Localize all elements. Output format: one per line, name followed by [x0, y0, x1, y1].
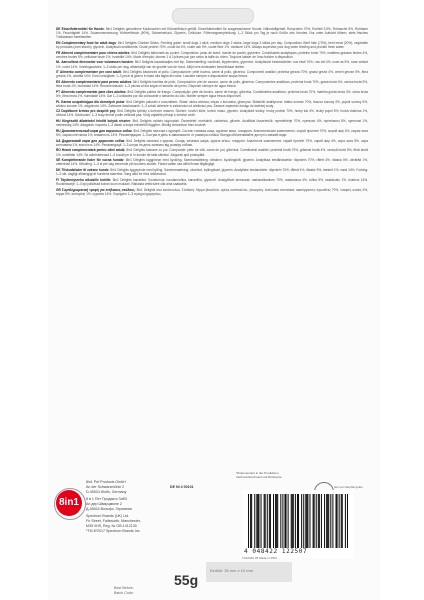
paragraph-lang-code: ES [56, 80, 61, 84]
barcode-bar [307, 494, 308, 548]
barcode-bar [314, 494, 315, 548]
paragraph-label: Aliment complémentaire pour chiens adultes [61, 50, 130, 55]
paragraph-label: Karma uzupełniająca dla dorosłych psów [61, 99, 125, 104]
paragraph-lang-code: RU [56, 128, 61, 133]
paragraph-lang-code: PT [56, 89, 61, 94]
net-weight: 55g [174, 572, 199, 588]
paragraph-lang-code: FI [56, 177, 59, 182]
recycle-text: Gut von Sie Recyclen [334, 485, 363, 489]
label-bottom-section [56, 424, 368, 594]
barcode-bar [275, 494, 276, 548]
paragraph-label: Alimento complementar para cães adultos [61, 89, 126, 94]
paragraph-label: Дополнительный корм для взрослых собак [61, 128, 132, 133]
barcode-bar [318, 494, 319, 548]
barcode-bar [313, 494, 314, 548]
paragraph-text: 8in1 Delights barritas de pollo. Composición: piel de vacuno, carne de pollo, glicerina. Componentes analíticos: proteína bruta 70%, grasa bruta 4%, ceniza bruta 5%, fibra bruta 1%, humedad 14%. Recomendación: 1–3 piezas al día según el tamaño del perro. Disponer siempre de agua fresca. [56, 80, 368, 89]
barcode-bar [276, 494, 277, 548]
barcode-bar [264, 494, 265, 548]
paragraph-lang-code: DK [56, 168, 61, 173]
ingredient-paragraph: NL Aanvullend diervoeder voor volwassen honden: 8in1 Delights kauwstaafjes met kip. Samenstelling: rundhuid, kippenvlees, glycerine. Analytische bestanddelen: ruw eiwit 70%, ruw vet 4%, ruwe as 5%, ruwe celstof 1%, vocht 14%. Voedingsadvies: 1–3 stuks per dag, afhankelijk van de grootte van de hond. Altijd vers drinkwater beschikbaar stellen. [56, 60, 368, 69]
paragraph-label: Hrană complementară pentru câini adulți [61, 148, 125, 153]
barcode-bar [336, 494, 337, 548]
paragraph-label: Додатковий корм для дорослих собак [61, 138, 125, 143]
best-before-block [114, 586, 134, 595]
paragraph-label: Alimento complementario para perros adultos [61, 80, 132, 84]
barcode-bar [267, 494, 268, 548]
paragraph-text: 8in1 Delights palitos de frango. Composição: pele de bovino, carne de frango, glicerina. Constituintes analíticos: proteína bruta 70%, matéria gorda bruta 4%, cinza bruta 5%, fibra bruta 1%, humidade 14%. Dar 1–3 unidades por dia consoante o tamanho do cão. Manter sempre água fresca disponível. [56, 89, 368, 98]
barcode-bars [248, 494, 348, 548]
ingredients-text-column [56, 27, 368, 422]
paragraph-text: 8in1 Delights paluszki z kurczakiem. Skład: skóra wołowa, mięso z kurczaka, gliceryna. Składniki analityczne: białko surowe 70%, tłuszcz surowy 4%, popiół surowy 5%, włókno surowe 1%, wilgotność 14%. Zalecane dawkowanie: 1–3 sztuki dziennie w zależności od wielkości psa. Zawsze zapewnić dostęp do świeżej wody. [56, 99, 368, 108]
paragraph-lang-code: IT [56, 70, 59, 75]
barcode-bar [345, 494, 346, 548]
barcode [242, 490, 354, 558]
barcode-bar [293, 494, 294, 548]
paragraph-text: 8in1 Delights batoane cu pui. Compoziție: piele de vită, carne de pui, glicerină. Constituenți analitici: proteină brută 70%, grăsime brută 4%, cenușă brută 5%, fibră brută 1%, umiditate 14%. Se administrează 1–3 bucăți pe zi în funcție de talia câinelui. Asigurați apă proaspătă. [56, 148, 368, 157]
barcode-bar [324, 494, 325, 548]
barcode-bar [286, 494, 287, 548]
paragraph-lang-code: FR [56, 50, 61, 55]
paragraph-text: 8in1 Delights палочки с курицей. Состав: говяжья кожа, куриное мясо, глицерин. Аналитические компоненты: сырой протеин 70%, сырой жир 4%, сырая зола 5%, сырая клетчатка 1%, влажность 14%. Рекомендации: 1–3 штуки в день в зависимости от размера собаки. Всегда обеспечивайте доступ к свежей воде. [56, 128, 368, 137]
barcode-bar [328, 494, 329, 548]
ingredient-paragraph: DK Tilskudsfoder til voksne hunde: 8in1 Delights tyggepinde med kylling. Sammensætning: oksehud, kyllingekød, glycerin. Analytiske bestanddele: råprotein 70%, råfedt 4%, råaske 5%, træstof 1%, vand 14%. Fodring: 1–3 stk. dagligt afhængigt af hundens størrelse. Sørg altid for frisk drikkevand. [56, 168, 368, 177]
paragraph-lang-code: RO [56, 148, 61, 153]
ingredient-paragraph: PL Karma uzupełniająca dla dorosłych psów: 8in1 Delights paluszki z kurczakiem. Skład: skóra wołowa, mięso z kurczaka, gliceryna. Składniki analityczne: białko surowe 70%, tłuszcz surowy 4%, popiół surowy 5%, włókno surowe 1%, wilgotność 14%. Zalecane dawkowanie: 1–3 sztuki dziennie w zależności od wielkości psa. Zawsze zapewnić dostęp do świeżej wody. [56, 99, 368, 108]
barcode-bar [273, 494, 274, 548]
paragraph-label: Kompletterande foder för vuxna hundar [61, 158, 124, 163]
paragraph-label: Συμπληρωματική τροφή για ενήλικους σκύλους [61, 187, 135, 192]
registration-number: DE NI 4 00101 [170, 485, 194, 489]
barcode-bar [339, 494, 340, 548]
ingredient-paragraph: ES Alimento complementario para perros adultos: 8in1 Delights barritas de pollo. Composición: piel de vacuno, carne de pollo, glicerina. Componentes analíticos: proteína bruta 70%, grasa bruta 4%, ceniza bruta 5%, fibra bruta 1%, humedad 14%. Recomendación: 1–3 piezas al día según el tamaño del perro. Disponer siempre de agua fresca. [56, 80, 368, 89]
barcode-bar [269, 494, 270, 548]
lot-label: Einfüllt: 35 mm x 10 mm [210, 568, 253, 573]
paragraph-label: Täydennysrehu aikuisille koirille [60, 177, 111, 182]
paragraph-label: Kiegészítő állateledel felnőtt kutyák részére [62, 119, 131, 124]
importer-address-1: Fir Street, Failsworth, Manchester, [86, 519, 141, 523]
barcode-bar [337, 494, 338, 548]
barcode-bar [298, 494, 299, 548]
paragraph-lang-code: HU [56, 119, 61, 124]
paragraph-label: Complementary food for adult dogs [61, 40, 117, 45]
barcode-bar [250, 494, 251, 548]
paragraph-label: Einzelfuttermittel für Hunde [61, 27, 104, 31]
ingredient-paragraph: GR Συμπληρωματική τροφή για ενήλικους σκύλους: 8in1 Delights στικ κοτόπουλου. Σύνθεση: δέρμα βοοειδών, κρέας κοτόπουλου, γλυκερίνη. Αναλυτικά συστατικά: ακατέργαστες πρωτεΐνες 70%, λιπαρές ουσίες 4%, τέφρα 5%, κυτταρίνη 1%, υγρασία 14%. Χορηγείτε 1–3 τεμάχια ημερησίως. [56, 187, 368, 196]
barcode-bar [288, 494, 289, 548]
paragraph-label: Aanvullend diervoeder voor volwassen honden [61, 60, 133, 65]
barcode-bar [319, 494, 320, 548]
paragraph-text: 8in1 Delights kanatikut. Koostumus: naudannahka, kananliha, glyseroli. Analyyttiset ainesosat: raakavalkuainen 70%, raakarasva 4%, tuhka 5%, raakakuitu 1%, kosteus 14%. Ruokintaohje: 1–3 kpl päivässä koiran koon mukaan. Raikasta vettä tulee olla aina saatavilla. [56, 177, 368, 186]
barcode-bar [257, 494, 258, 548]
batch-code-label: Batch Code: [114, 590, 134, 595]
barcode-bar [321, 494, 322, 548]
paragraph-text: 8in1 Delights bâtonnets au poulet. Composition: peau de bœuf, viande de poulet, glycérine. Constituants analytiques: protéine brute 70%, matières grasses brutes 4%, cendres brutes 5%, cellulose brute 1%, humidité 14%. Mode d'emploi: donner 1 à 3 pièces par jour selon la taille du chien. Toujours laisser de l'eau fraîche à disposition. [56, 50, 368, 59]
paragraph-text: 8in1 Delights tyčinky s kuřecím masem. Složení: hovězí kůže, kuřecí maso, glycerin. Analytické složky: hrubý protein 70%, hrubý tuk 4%, hrubý popel 5%, hrubá vláknina 1%, vlhkost 14%. Dávkování: 1–3 kusy denně podle velikosti psa. Vždy zajistěte přístup k čerstvé vodě. [56, 109, 368, 118]
paragraph-text: 8in1 Delights tyggepinde med kylling. Sammensætning: oksehud, kyllingekød, glycerin. Analytiske bestanddele: råprotein 70%, råfedt 4%, råaske 5%, træstof 1%, vand 14%. Fodring: 1–3 stk. dagligt afhængigt af hundens størrelse. Sørg altid for frisk drikkevand. [56, 168, 368, 177]
barcode-bar [261, 494, 262, 548]
company-name: 8in1 Pet Products GmbH [86, 480, 126, 484]
barcode-bar [277, 494, 278, 548]
paragraph-text: 8in1 Delights bastoncini al pollo. Composizione: pelle bovina, carne di pollo, glicerina. Componenti analitici: proteina grezza 70%, grassi grezzi 4%, ceneri grezze 5%, fibra grezza 1%, umidità 14%. Dosi consigliate: 1–3 pezzi al giorno in base alla taglia del cane. Lasciare sempre a disposizione acqua fresca. [56, 70, 368, 79]
paragraph-lang-code: CZ [56, 109, 61, 114]
barcode-bar [265, 494, 266, 548]
paragraph-lang-code: GR [56, 187, 61, 192]
hang-hole [172, 8, 254, 24]
barcode-bar [297, 494, 298, 548]
barcode-digits: 4 048422 122507 [244, 548, 308, 555]
ingredient-paragraph: HU Kiegészítő állateledel felnőtt kutyák részére: 8in1 Delights csirkés rágórudak. Összetétel: marhabőr, csirkehús, glicerin. Analitikai összetevők: nyersfehérje 70%, nyerszsír 4%, nyershamu 5%, nyersrost 1%, nedvesség 14%. Adagolás: naponta 1–3 darab a kutya méretétől függően. Mindig biztosítson friss ivóvizet. [56, 119, 368, 128]
paragraph-lang-code: SE [56, 158, 61, 163]
ingredient-paragraph: SE Kompletterande foder för vuxna hundar: 8in1 Delights tuggpinnar med kyckling. Sammansättning: nötskinn, kycklingkött, glycerin. Analytiska beståndsdelar: råprotein 70%, råfett 4%, råaska 5%, växttråd 1%, vattenhalt 14%. Utfodring: 1–3 st per dag beroende på hundens storlek. Färskt vatten ska alltid finnas tillgängligt. [56, 158, 368, 167]
ingredient-paragraph: UA Додатковий корм для дорослих собак: 8in1 Delights палички з куркою. Склад: яловича шкіра, куряче м'ясо, гліцерин. Аналітичні компоненти: сирий протеїн 70%, сирий жир 4%, сира зола 5%, сира клітковина 1%, вологість 14%. Рекомендації: 1–3 штуки на день залежно від розміру собаки. [56, 138, 368, 147]
ingredient-paragraph: DE Einzelfuttermittel für Hunde: 8in1 Delights gemahlene Kauknochen mit Hühnerfleisch gefüllt. Einzelfuttermittel für ausgewachsene Hunde. Nährstoffgehalt: Rohprotein 70%, Rohfett 3.5%, Rohasche 5%, Rohfaser 1%, Feuchtigkeit 14%. Zusammensetzung: Hühnerfleisch (90%), Schweinehaut, Glycerin, Cellulose. Fütterungsempfehlung: 1–2 Stück pro Tag je nach Größe des Hundes. Nur unter Aufsicht füttern, stets frisches Trinkwasser bereitstellen. [56, 27, 368, 40]
barcode-bar [270, 494, 271, 548]
company-name-ru: 8 в 1 Пет Продактс ГмбХ [86, 497, 128, 501]
paragraph-lang-code: PL [56, 99, 61, 104]
trademark-note: *ТМ 8*2017 Spectrum Brands Inc. [86, 529, 141, 533]
barcode-bar [326, 494, 327, 548]
company-address-ru-1: Ан дер Шварцмюле 2 [86, 502, 122, 506]
paragraph-text: 8in1 Delights στικ κοτόπουλου. Σύνθεση: δέρμα βοοειδών, κρέας κοτόπουλου, γλυκερίνη. Αναλυτικά συστατικά: ακατέργαστες πρωτεΐνες 70%, λιπαρές ουσίες 4%, τέφρα 5%, κυτταρίνη 1%, υγρασία 14%. Χορηγείτε 1–3 τεμάχια ημερησίως. [56, 187, 368, 196]
barcode-meta: TK10361 65 Made in PRC [242, 556, 278, 560]
barcode-bar [295, 494, 296, 548]
barcode-bar [316, 494, 317, 548]
barcode-bar [254, 494, 255, 548]
barcode-bar [347, 494, 348, 548]
company-address-2: D-45524 Wolfs, Germany [86, 490, 127, 494]
barcode-bar [292, 494, 293, 548]
paragraph-label: Tilskudsfoder til voksne hunde [61, 168, 109, 173]
barcode-bar [284, 494, 285, 548]
barcode-bar [341, 494, 342, 548]
ingredient-paragraph: PT Alimento complementar para cães adultos: 8in1 Delights palitos de frango. Composição: pele de bovino, carne de frango, glicerina. Constituintes analíticos: proteína bruta 70%, matéria gorda bruta 4%, cinza bruta 5%, fibra bruta 1%, humidade 14%. Dar 1–3 unidades por dia consoante o tamanho do cão. Manter sempre água fresca disponível. [56, 89, 368, 98]
ingredient-paragraph: IT Alimento complementare per cani adulti: 8in1 Delights bastoncini al pollo. Composizione: pelle bovina, carne di pollo, glicerina. Componenti analitici: proteina grezza 70%, grassi grezzi 4%, ceneri grezze 5%, fibra grezza 1%, umidità 14%. Dosi consigliate: 1–3 pezzi al giorno in base alla taglia del cane. Lasciare sempre a disposizione acqua fresca. [56, 70, 368, 79]
brand-logo-8in1: 8in1 [56, 490, 82, 516]
paragraph-lang-code: DE [56, 27, 61, 31]
importer-name: Spectrum Brands (UK) Ltd. [86, 514, 130, 518]
barcode-bar [306, 494, 307, 548]
barcode-bar [256, 494, 257, 548]
importer-address-2: M35 0HS, Reg. № GB-1412130 [86, 524, 137, 528]
barcode-bar [248, 494, 249, 548]
ingredient-paragraph: CZ Doplňkové krmivo pro dospělé psy: 8in1 Delights tyčinky s kuřecím masem. Složení: hovězí kůže, kuřecí maso, glycerin. Analytické složky: hrubý protein 70%, hrubý tuk 4%, hrubý popel 5%, hrubá vláknina 1%, vlhkost 14%. Dávkování: 1–3 kusy denně podle velikosti psa. Vždy zajistěte přístup k čerstvé vodě. [56, 109, 368, 118]
ingredient-paragraph: RO Hrană complementară pentru câini adulți: 8in1 Delights batoane cu pui. Compoziție: piele de vită, carne de pui, glicerină. Constituenți analitici: proteină brută 70%, grăsime brută 4%, cenușă brută 5%, fibră brută 1%, umiditate 14%. Se administrează 1–3 bucăți pe zi în funcție de talia câinelui. Asigurați apă proaspătă. [56, 148, 368, 157]
ingredient-paragraph: EN Complementary food for adult dogs: 8in1 Delights Chicken Sticks. Feeding guide: small dogs 1 stick, medium dogs 2 sticks, large dogs 3 sticks per day. Composition: Beef hide (70%), beef meat (20%), vegetable by-products (corn starch), glycerin. Analytical constituents: Crude protein 70%, crude fat 4%, crude ash 5%, crude fibre 1%, moisture 14%. Always supervise your dog when feeding and provide fresh water. [56, 40, 368, 49]
ingredient-paragraph: FR Aliment complémentaire pour chiens adultes: 8in1 Delights bâtonnets au poulet. Composition: peau de bœuf, viande de poulet, glycérine. Constituants analytiques: protéine brute 70%, matières grasses brutes 4%, cendres brutes 5%, cellulose brute 1%, humidité 14%. Mode d'emploi: donner 1 à 3 pièces par jour selon la taille du chien. Toujours laisser de l'eau fraîche à disposition. [56, 50, 368, 59]
barcode-bar [280, 494, 281, 548]
paragraph-text: 8in1 Delights Chicken Sticks. Feeding guide: small dogs 1 stick, medium dogs 2 sticks, large dogs 3 sticks per day. Composition: Beef hide (70%), beef meat (20%), vegetable by-products (corn starch), glycerin. Analytical constituents: Crude protein 70%, crude fat 4%, crude ash 5%, crude fibre 1%, moisture 14%. Always supervise your dog when feeding and provide fresh water. [56, 40, 368, 49]
paragraph-label: Doplňkové krmivo pro dospělé psy [61, 109, 116, 114]
ingredient-paragraph: RU Дополнительный корм для взрослых собак: 8in1 Delights палочки с курицей. Состав: говяжья кожа, куриное мясо, глицерин. Аналитические компоненты: сырой протеин 70%, сырой жир 4%, сырая зола 5%, сырая клетчатка 1%, влажность 14%. Рекомендации: 1–3 штуки в день в зависимости от размера собаки. Всегда обеспечивайте доступ к свежей воде. [56, 128, 368, 137]
barcode-bar [301, 494, 302, 548]
barcode-bar [332, 494, 333, 548]
ingredient-paragraph: FI Täydennysrehu aikuisille koirille: 8in1 Delights kanatikut. Koostumus: naudannahka, kananliha, glyseroli. Analyyttiset ainesosat: raakavalkuainen 70%, raakarasva 4%, tuhka 5%, raakakuitu 1%, kosteus 14%. Ruokintaohje: 1–3 kpl päivässä koiran koon mukaan. Raikasta vettä tulee olla aina saatavilla. [56, 177, 368, 186]
paragraph-text: 8in1 Delights csirkés rágórudak. Összetétel: marhabőr, csirkehús, glicerin. Analitikai összetevők: nyersfehérje 70%, nyerszsír 4%, nyershamu 5%, nyersrost 1%, nedvesség 14%. Adagolás: naponta 1–3 darab a kutya méretétől függően. Mindig biztosítson friss ivóvizet. [56, 119, 368, 128]
paragraph-lang-code: EN [56, 40, 61, 45]
paragraph-text: 8in1 Delights tuggpinnar med kyckling. Sammansättning: nötskinn, kycklingkött, glycerin. Analytiska beståndsdelar: råprotein 70%, råfett 4%, råaska 5%, växttråd 1%, vattenhalt 14%. Utfodring: 1–3 st per dag beroende på hundens storlek. Färskt vatten ska alltid finnas tillgängligt. [56, 158, 368, 167]
paragraph-text: 8in1 Delights gemahlene Kauknochen mit Hühnerfleisch gefüllt. Einzelfuttermittel für ausgewachsene Hunde. Nährstoffgehalt: Rohprotein 70%, Rohfett 3.5%, Rohasche 5%, Rohfaser 1%, Feuchtigkeit 14%. Zusammensetzung: Hühnerfleisch (90%), Schweinehaut, Glycerin, Cellulose. Fütterungsempfehlung: 1–2 Stück pro Tag je nach Größe des Hundes. Nur unter Aufsicht füttern, stets frisches Trinkwasser bereitstellen. [56, 27, 368, 40]
paragraph-lang-code: NL [56, 60, 61, 65]
best-before-label: Best Before: [114, 586, 134, 590]
small-print: *Dokumentiert in der Produktion. Verbraucherhinweis auf Rückseite. [236, 471, 283, 479]
barcode-bar [303, 494, 304, 548]
barcode-bar [327, 494, 328, 548]
paragraph-text: 8in1 Delights kauwstaafjes met kip. Samenstelling: rundhuid, kippenvlees, glycerine. Analytische bestanddelen: ruw eiwit 70%, ruw vet 4%, ruwe as 5%, ruwe celstof 1%, vocht 14%. Voedingsadvies: 1–3 stuks per dag, afhankelijk van de grootte van de hond. Altijd vers drinkwater beschikbaar stellen. [56, 60, 368, 69]
barcode-bar [305, 494, 306, 548]
barcode-bar [251, 494, 252, 548]
company-address-1: An der Schwarzmühle 2 [86, 485, 125, 489]
barcode-bar [291, 494, 292, 548]
barcode-bar [330, 494, 331, 548]
paragraph-text: 8in1 Delights палички з куркою. Склад: яловича шкіра, куряче м'ясо, гліцерин. Аналітичні компоненти: сирий протеїн 70%, сирий жир 4%, сира зола 5%, сира клітковина 1%, вологість 14%. Рекомендації: 1–3 штуки на день залежно від розміру собаки. [56, 138, 368, 147]
barcode-bar [258, 494, 259, 548]
paragraph-lang-code: UA [56, 138, 61, 143]
barcode-bar [342, 494, 343, 548]
company-address-ru-2: Д-45524 Вольфс, Германия [86, 507, 132, 511]
barcode-bar [309, 494, 310, 548]
barcode-bar [282, 494, 283, 548]
paragraph-label: Alimento complementare per cani adulti [59, 70, 122, 75]
